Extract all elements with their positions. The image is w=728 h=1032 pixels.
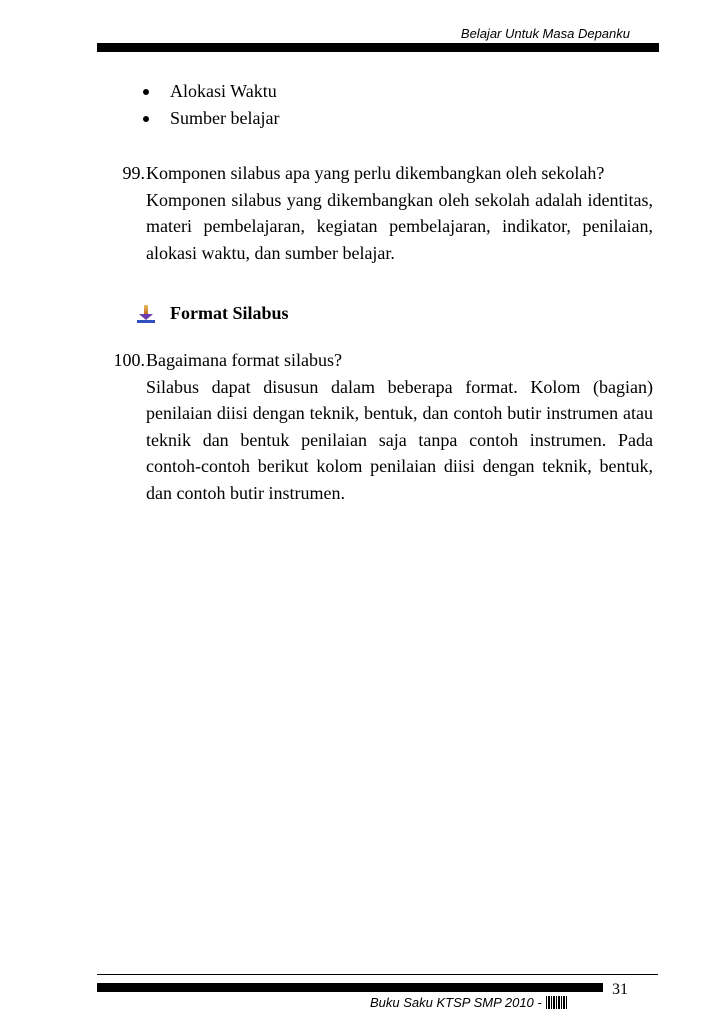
section-heading (136, 303, 289, 324)
question-text: Komponen silabus apa yang perlu dikembangkan oleh sekolah? (146, 163, 605, 183)
bullet-text: Sumber belajar (170, 108, 280, 128)
bullet-dot-icon (143, 116, 149, 122)
list-item (140, 105, 279, 132)
question-number: 100. (113, 350, 145, 370)
page-number: 31 (612, 981, 628, 998)
barcode-icon (546, 996, 568, 1009)
header-rule (97, 43, 659, 52)
answer-text: Silabus dapat disusun dalam beberapa format. Kolom (bagian) penilaian diisi dengan teknik, bentuk, dan contoh butir instrumen atau teknik dan bentuk penilaian saja tanpa contoh instrumen. Pada contoh-contoh berikut kolom penilaian diisi dengan teknik, bentuk, dan contoh butir instrumen. (146, 376, 653, 503)
bullet-dot-icon (143, 89, 149, 95)
running-footer (370, 995, 568, 1010)
bullet-text: Alokasi Waktu (170, 81, 277, 101)
qa-item-99 (97, 160, 653, 266)
footer-rule-thick (97, 983, 603, 992)
section-title: Format Silabus (170, 303, 289, 323)
running-header: Belajar Untuk Masa Depanku (460, 26, 630, 41)
qa-item-100 (97, 347, 653, 506)
footer-title: Buku Saku KTSP SMP 2010 - (370, 995, 542, 1010)
bullet-list (140, 78, 279, 132)
footer-rule-thin (97, 974, 658, 975)
question-number: 99. (122, 163, 145, 183)
list-item (140, 78, 279, 105)
answer-text: Komponen silabus yang dikembangkan oleh sekolah adalah identitas, materi pembelajaran, kegiatan pembelajaran, indikator, penilaian, alokasi waktu, dan sumber belajar. (146, 189, 653, 263)
question-text: Bagaimana format silabus? (146, 350, 342, 370)
arrow-down-icon (136, 304, 156, 324)
